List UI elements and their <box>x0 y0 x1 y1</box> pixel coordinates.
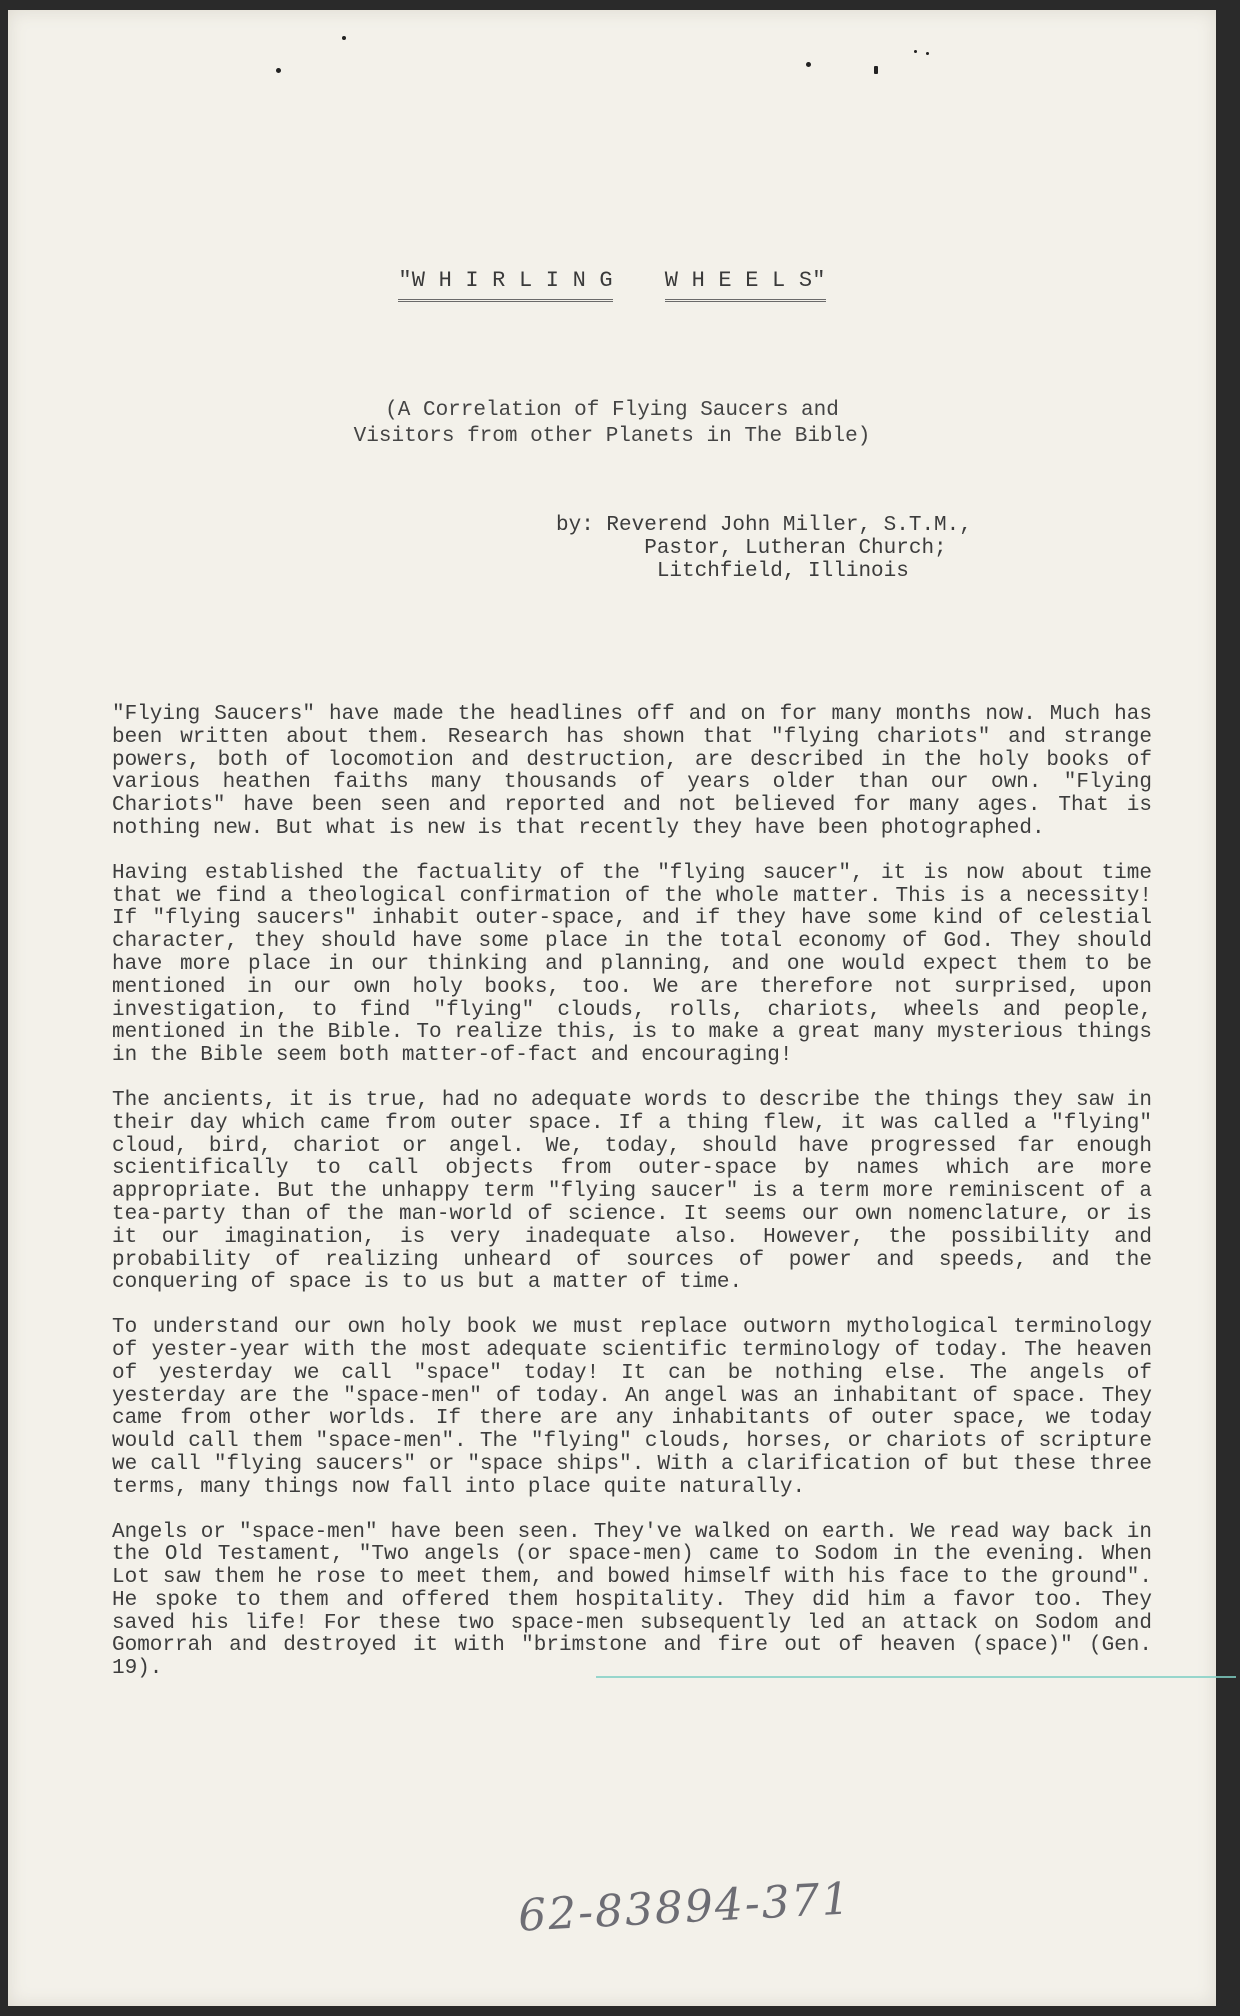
binding-mark <box>914 50 917 53</box>
document-subtitle <box>8 398 1216 450</box>
byline-location: Litchfield, Illinois <box>556 560 909 583</box>
subtitle-line: (A Correlation of Flying Saucers and <box>385 399 839 422</box>
binding-mark <box>276 68 281 73</box>
binding-mark <box>926 52 929 55</box>
byline-author: by: Reverend John Miller, S.T.M., <box>556 514 972 537</box>
title-word-wheels: W H E E L S" <box>665 268 826 302</box>
title-word-whirling: "W H I R L I N G <box>398 268 612 302</box>
body-paragraph: To understand our own holy book we must replace outworn mythological terminology of yester-year with the most adequate scientific terminology of today. The heaven of yesterday we call "space" today! It can be nothing else. The angels of yesterday are the "space-men" of today. An angel was an inhabitant of space. They came from other worlds. If there are any inhabitants of outer space, we today would call them "space-men". The "flying" clouds, horses, or chariots of scripture we call "flying saucers" or "space ships". With a clarification of but these three terms, many things now fall into place quite naturally. <box>112 1316 1152 1499</box>
document-page <box>8 10 1216 2006</box>
body-paragraph: Angels or "space-men" have been seen. They've walked on earth. We read way back in the Old Testament, "Two angels (or space-men) came to Sodom in the evening. When Lot saw them he rose to meet them, and bowed himself with his face to the ground". He spoke to them and offered them hospitality. They did him a favor too. They saved his life! For these two space-men subsequently led an attack on Sodom and Gomorrah and destroyed it with "brimstone and fire out of heaven (space)" (Gen. 19). <box>112 1520 1152 1681</box>
body-paragraph: "Flying Saucers" have made the headlines off and on for many months now. Much has been written about them. Research has shown that "flying chariots" and strange powers, both of locomotion and destruction, are described in the holy books of various heathen faiths many thousands of years older than our own. "Flying Chariots" have been seen and reported and not believed for many ages. That is nothing new. But what is new is that recently they have been photographed. <box>112 703 1152 840</box>
binding-mark <box>874 66 878 74</box>
document-body <box>112 704 1152 1703</box>
handwritten-file-number: 62-83894-371 <box>516 1873 853 1942</box>
binding-mark <box>806 62 811 67</box>
author-byline <box>556 514 972 583</box>
body-paragraph: Having established the factuality of the "flying saucer", it is now about time that we find a theological confirmation of the whole matter. This is a necessity! If "flying saucers" inhabit outer-space, and if they have some kind of celestial character, they should have some place in the total economy of God. They should have more place in our thinking and planning, and one would expect them to be mentioned in our own holy books, too. We are therefore not surprised, upon investigation, to find "flying" clouds, rolls, chariots, wheels and people, mentioned in the Bible. To realize this, is to make a great many mysterious things in the Bible seem both matter-of-fact and encouraging! <box>112 861 1152 1068</box>
subtitle-line: Visitors from other Planets in The Bible) <box>353 425 871 448</box>
body-paragraph: The ancients, it is true, had no adequate words to describe the things they saw in their day which came from outer space. If a thing flew, it was called a "flying" cloud, bird, chariot or angel. We, today, should have progressed far enough scientifically to call objects from outer-space by names which are more appropriate. But the unhappy term "flying saucer" is a term more reminiscent of a tea-party than of the man-world of science. It seems our own nomenclature, or is it our imagination, is very inadequate also. However, the possibility and probability of realizing unheard of sources of power and speeds, and the conquering of space is to us but a matter of time. <box>112 1088 1152 1295</box>
document-title <box>8 268 1216 302</box>
binding-mark <box>342 36 346 40</box>
marker-line <box>596 1676 1236 1678</box>
byline-church: Pastor, Lutheran Church; <box>556 537 947 560</box>
